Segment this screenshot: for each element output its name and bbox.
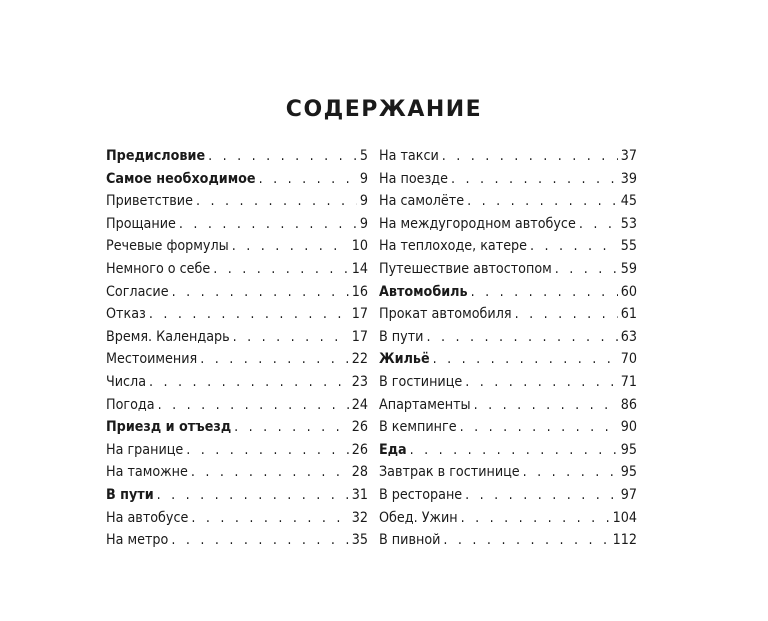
toc-leader-dots bbox=[474, 394, 618, 417]
toc-column-left bbox=[106, 145, 368, 552]
toc-entry-label: В кемпинге bbox=[379, 419, 457, 436]
toc-entry-label: В ресторане bbox=[379, 486, 463, 503]
toc-entry-page-number: 17 bbox=[351, 306, 368, 323]
toc-leader-dots bbox=[259, 168, 357, 191]
toc-entry[interactable] bbox=[106, 529, 368, 552]
toc-entry-page-number: 32 bbox=[351, 509, 368, 526]
toc-leader-dots bbox=[579, 213, 618, 236]
toc-entry-label: На такси bbox=[379, 148, 439, 164]
toc-entry[interactable] bbox=[379, 145, 637, 168]
toc-entry-page-number: 22 bbox=[351, 351, 368, 368]
page-title: СОДЕРЖАНИЕ bbox=[285, 97, 483, 122]
toc-entry[interactable] bbox=[379, 394, 637, 417]
toc-leader-dots bbox=[172, 281, 349, 304]
toc-leader-dots bbox=[515, 303, 618, 326]
toc-entry-label: Обед. Ужин bbox=[379, 509, 458, 526]
toc-entry-page-number: 97 bbox=[620, 486, 637, 503]
toc-entry-label: Немного о себе bbox=[106, 260, 211, 277]
toc-entry[interactable] bbox=[106, 145, 368, 168]
toc-entry-page-number: 112 bbox=[612, 532, 637, 549]
toc-leader-dots bbox=[426, 326, 617, 349]
toc-entry[interactable] bbox=[106, 190, 368, 213]
toc-leader-dots bbox=[465, 371, 618, 394]
toc-leader-dots bbox=[555, 258, 618, 281]
toc-entry[interactable] bbox=[106, 281, 368, 304]
toc-leader-dots bbox=[523, 461, 618, 484]
toc-entry[interactable] bbox=[379, 326, 637, 349]
toc-entry-label: В пивной bbox=[379, 532, 441, 549]
toc-entry-label: На междугородном автобусе bbox=[379, 215, 576, 232]
toc-entry-label: Отказ bbox=[106, 306, 146, 323]
toc-entry-page-number: 60 bbox=[620, 283, 637, 300]
toc-entry-label: Автомобиль bbox=[379, 283, 468, 300]
toc-entry-page-number: 10 bbox=[351, 238, 368, 255]
toc-entry-label: Погода bbox=[106, 396, 155, 413]
toc-leader-dots bbox=[213, 258, 348, 281]
toc-entry[interactable] bbox=[379, 439, 637, 462]
toc-entry-page-number: 104 bbox=[612, 509, 637, 526]
toc-entry-label: Еда bbox=[379, 441, 407, 458]
toc-leader-dots bbox=[460, 416, 618, 439]
toc-entry[interactable] bbox=[106, 394, 368, 417]
toc-entry-page-number: 17 bbox=[351, 328, 368, 345]
toc-entry-label: Время. Календарь bbox=[106, 328, 230, 345]
toc-entry[interactable] bbox=[106, 371, 368, 394]
toc-entry[interactable] bbox=[106, 258, 368, 281]
toc-entry[interactable] bbox=[106, 416, 368, 439]
toc-entry[interactable] bbox=[379, 190, 637, 213]
toc-entry[interactable] bbox=[379, 371, 637, 394]
toc-entry[interactable] bbox=[379, 416, 637, 439]
toc-leader-dots bbox=[186, 439, 348, 462]
toc-entry-page-number: 55 bbox=[620, 238, 637, 255]
toc-leader-dots bbox=[171, 529, 348, 552]
toc-leader-dots bbox=[451, 168, 618, 191]
toc-column-right bbox=[379, 145, 637, 552]
toc-leader-dots bbox=[232, 235, 349, 258]
toc-entry-page-number: 45 bbox=[620, 193, 637, 210]
toc-entry[interactable] bbox=[106, 461, 368, 484]
toc-entry[interactable] bbox=[379, 258, 637, 281]
toc-entry[interactable] bbox=[106, 235, 368, 258]
toc-entry-page-number: 14 bbox=[351, 260, 368, 277]
toc-entry-label: Прощание bbox=[106, 215, 176, 232]
toc-entry-label: В гостинице bbox=[379, 373, 463, 390]
toc-leader-dots bbox=[196, 190, 357, 213]
toc-leader-dots bbox=[530, 235, 618, 258]
toc-entry-label: На поезде bbox=[379, 170, 448, 187]
toc-entry-page-number: 70 bbox=[620, 351, 637, 368]
toc-leader-dots bbox=[158, 394, 349, 417]
toc-leader-dots bbox=[191, 507, 348, 530]
toc-entry-page-number: 26 bbox=[351, 441, 368, 458]
toc-entry[interactable] bbox=[106, 484, 368, 507]
toc-leader-dots bbox=[465, 484, 618, 507]
toc-entry-page-number: 95 bbox=[620, 441, 637, 458]
toc-entry[interactable] bbox=[106, 439, 368, 462]
toc-leader-dots bbox=[149, 371, 349, 394]
toc-leader-dots bbox=[179, 213, 357, 236]
toc-entry[interactable] bbox=[379, 461, 637, 484]
toc-entry-page-number: 9 bbox=[359, 215, 368, 232]
toc-leader-dots bbox=[467, 190, 618, 213]
toc-entry-label: На теплоходе, катере bbox=[379, 238, 528, 255]
toc-leader-dots bbox=[233, 326, 349, 349]
toc-entry-page-number: 26 bbox=[351, 419, 368, 436]
toc-entry[interactable] bbox=[379, 348, 637, 371]
toc-entry-page-number: 35 bbox=[351, 532, 368, 549]
toc-entry-page-number: 5 bbox=[359, 148, 368, 164]
toc-leader-dots bbox=[442, 145, 618, 168]
toc-entry[interactable] bbox=[379, 529, 637, 552]
toc-entry-page-number: 59 bbox=[620, 260, 637, 277]
toc-entry-page-number: 23 bbox=[351, 373, 368, 390]
toc-entry-page-number: 53 bbox=[620, 215, 637, 232]
toc-entry-label: На автобусе bbox=[106, 509, 189, 526]
toc-entry-label: Самое необходимое bbox=[106, 170, 256, 187]
toc-leader-dots bbox=[433, 348, 618, 371]
toc-entry-page-number: 16 bbox=[351, 283, 368, 300]
toc-entry-label: Завтрак в гостинице bbox=[379, 464, 520, 481]
toc-entry-page-number: 86 bbox=[620, 396, 637, 413]
toc-entry-label: На границе bbox=[106, 441, 184, 458]
toc-entry-label: Апартаменты bbox=[379, 396, 471, 413]
toc-entry[interactable] bbox=[379, 281, 637, 304]
toc-entry-label: В пути bbox=[106, 486, 154, 503]
toc-entry[interactable] bbox=[106, 348, 368, 371]
toc-entry-page-number: 9 bbox=[359, 193, 368, 210]
toc-entry-label: Путешествие автостопом bbox=[379, 260, 552, 277]
toc-leader-dots bbox=[461, 507, 610, 530]
toc-entry[interactable] bbox=[379, 235, 637, 258]
toc-entry[interactable] bbox=[379, 303, 637, 326]
toc-entry[interactable] bbox=[379, 507, 637, 530]
toc-entry[interactable] bbox=[379, 213, 637, 236]
toc-leader-dots bbox=[157, 484, 349, 507]
toc-entry-page-number: 24 bbox=[351, 396, 368, 413]
toc-leader-dots bbox=[234, 416, 349, 439]
toc-entry-label: Прокат автомобиля bbox=[379, 306, 512, 323]
toc-entry-label: Жильё bbox=[379, 351, 430, 368]
toc-entry[interactable] bbox=[379, 168, 637, 191]
toc-entry-label: Числа bbox=[106, 373, 147, 390]
toc-entry-label: Предисловие bbox=[106, 148, 206, 164]
toc-entry[interactable] bbox=[106, 213, 368, 236]
toc-entry[interactable] bbox=[106, 507, 368, 530]
toc-leader-dots bbox=[149, 303, 349, 326]
toc-entry-page-number: 95 bbox=[620, 464, 637, 481]
toc-entry-label: Приезд и отъезд bbox=[106, 419, 232, 436]
toc-leader-dots bbox=[200, 348, 349, 371]
toc-leader-dots bbox=[443, 529, 609, 552]
toc-entry-page-number: 28 bbox=[351, 464, 368, 481]
toc-leader-dots bbox=[410, 439, 618, 462]
toc-entry[interactable] bbox=[106, 168, 368, 191]
toc-entry-label: Местоимения bbox=[106, 351, 198, 368]
toc-entry-page-number: 71 bbox=[620, 373, 637, 390]
toc-entry-label: Согласие bbox=[106, 283, 169, 300]
toc-entry-page-number: 61 bbox=[620, 306, 637, 323]
toc-entry-label: Приветствие bbox=[106, 193, 193, 210]
toc-entry[interactable] bbox=[106, 303, 368, 326]
toc-entry-page-number: 90 bbox=[620, 419, 637, 436]
toc-leader-dots bbox=[471, 281, 618, 304]
toc-entry-label: В пути bbox=[379, 328, 424, 345]
toc-entry-page-number: 9 bbox=[359, 170, 368, 187]
toc-leader-dots bbox=[208, 145, 357, 168]
toc-entry-page-number: 39 bbox=[620, 170, 637, 187]
toc-entry-page-number: 63 bbox=[620, 328, 637, 345]
toc-entry-label: На таможне bbox=[106, 464, 188, 481]
toc-leader-dots bbox=[191, 461, 349, 484]
toc-entry-page-number: 37 bbox=[620, 148, 637, 164]
toc-entry-label: Речевые формулы bbox=[106, 238, 229, 255]
toc-entry-page-number: 31 bbox=[351, 486, 368, 503]
toc-entry-label: На самолёте bbox=[379, 193, 465, 210]
toc-entry-label: На метро bbox=[106, 532, 169, 549]
toc-entry[interactable] bbox=[379, 484, 637, 507]
toc-entry[interactable] bbox=[106, 326, 368, 349]
